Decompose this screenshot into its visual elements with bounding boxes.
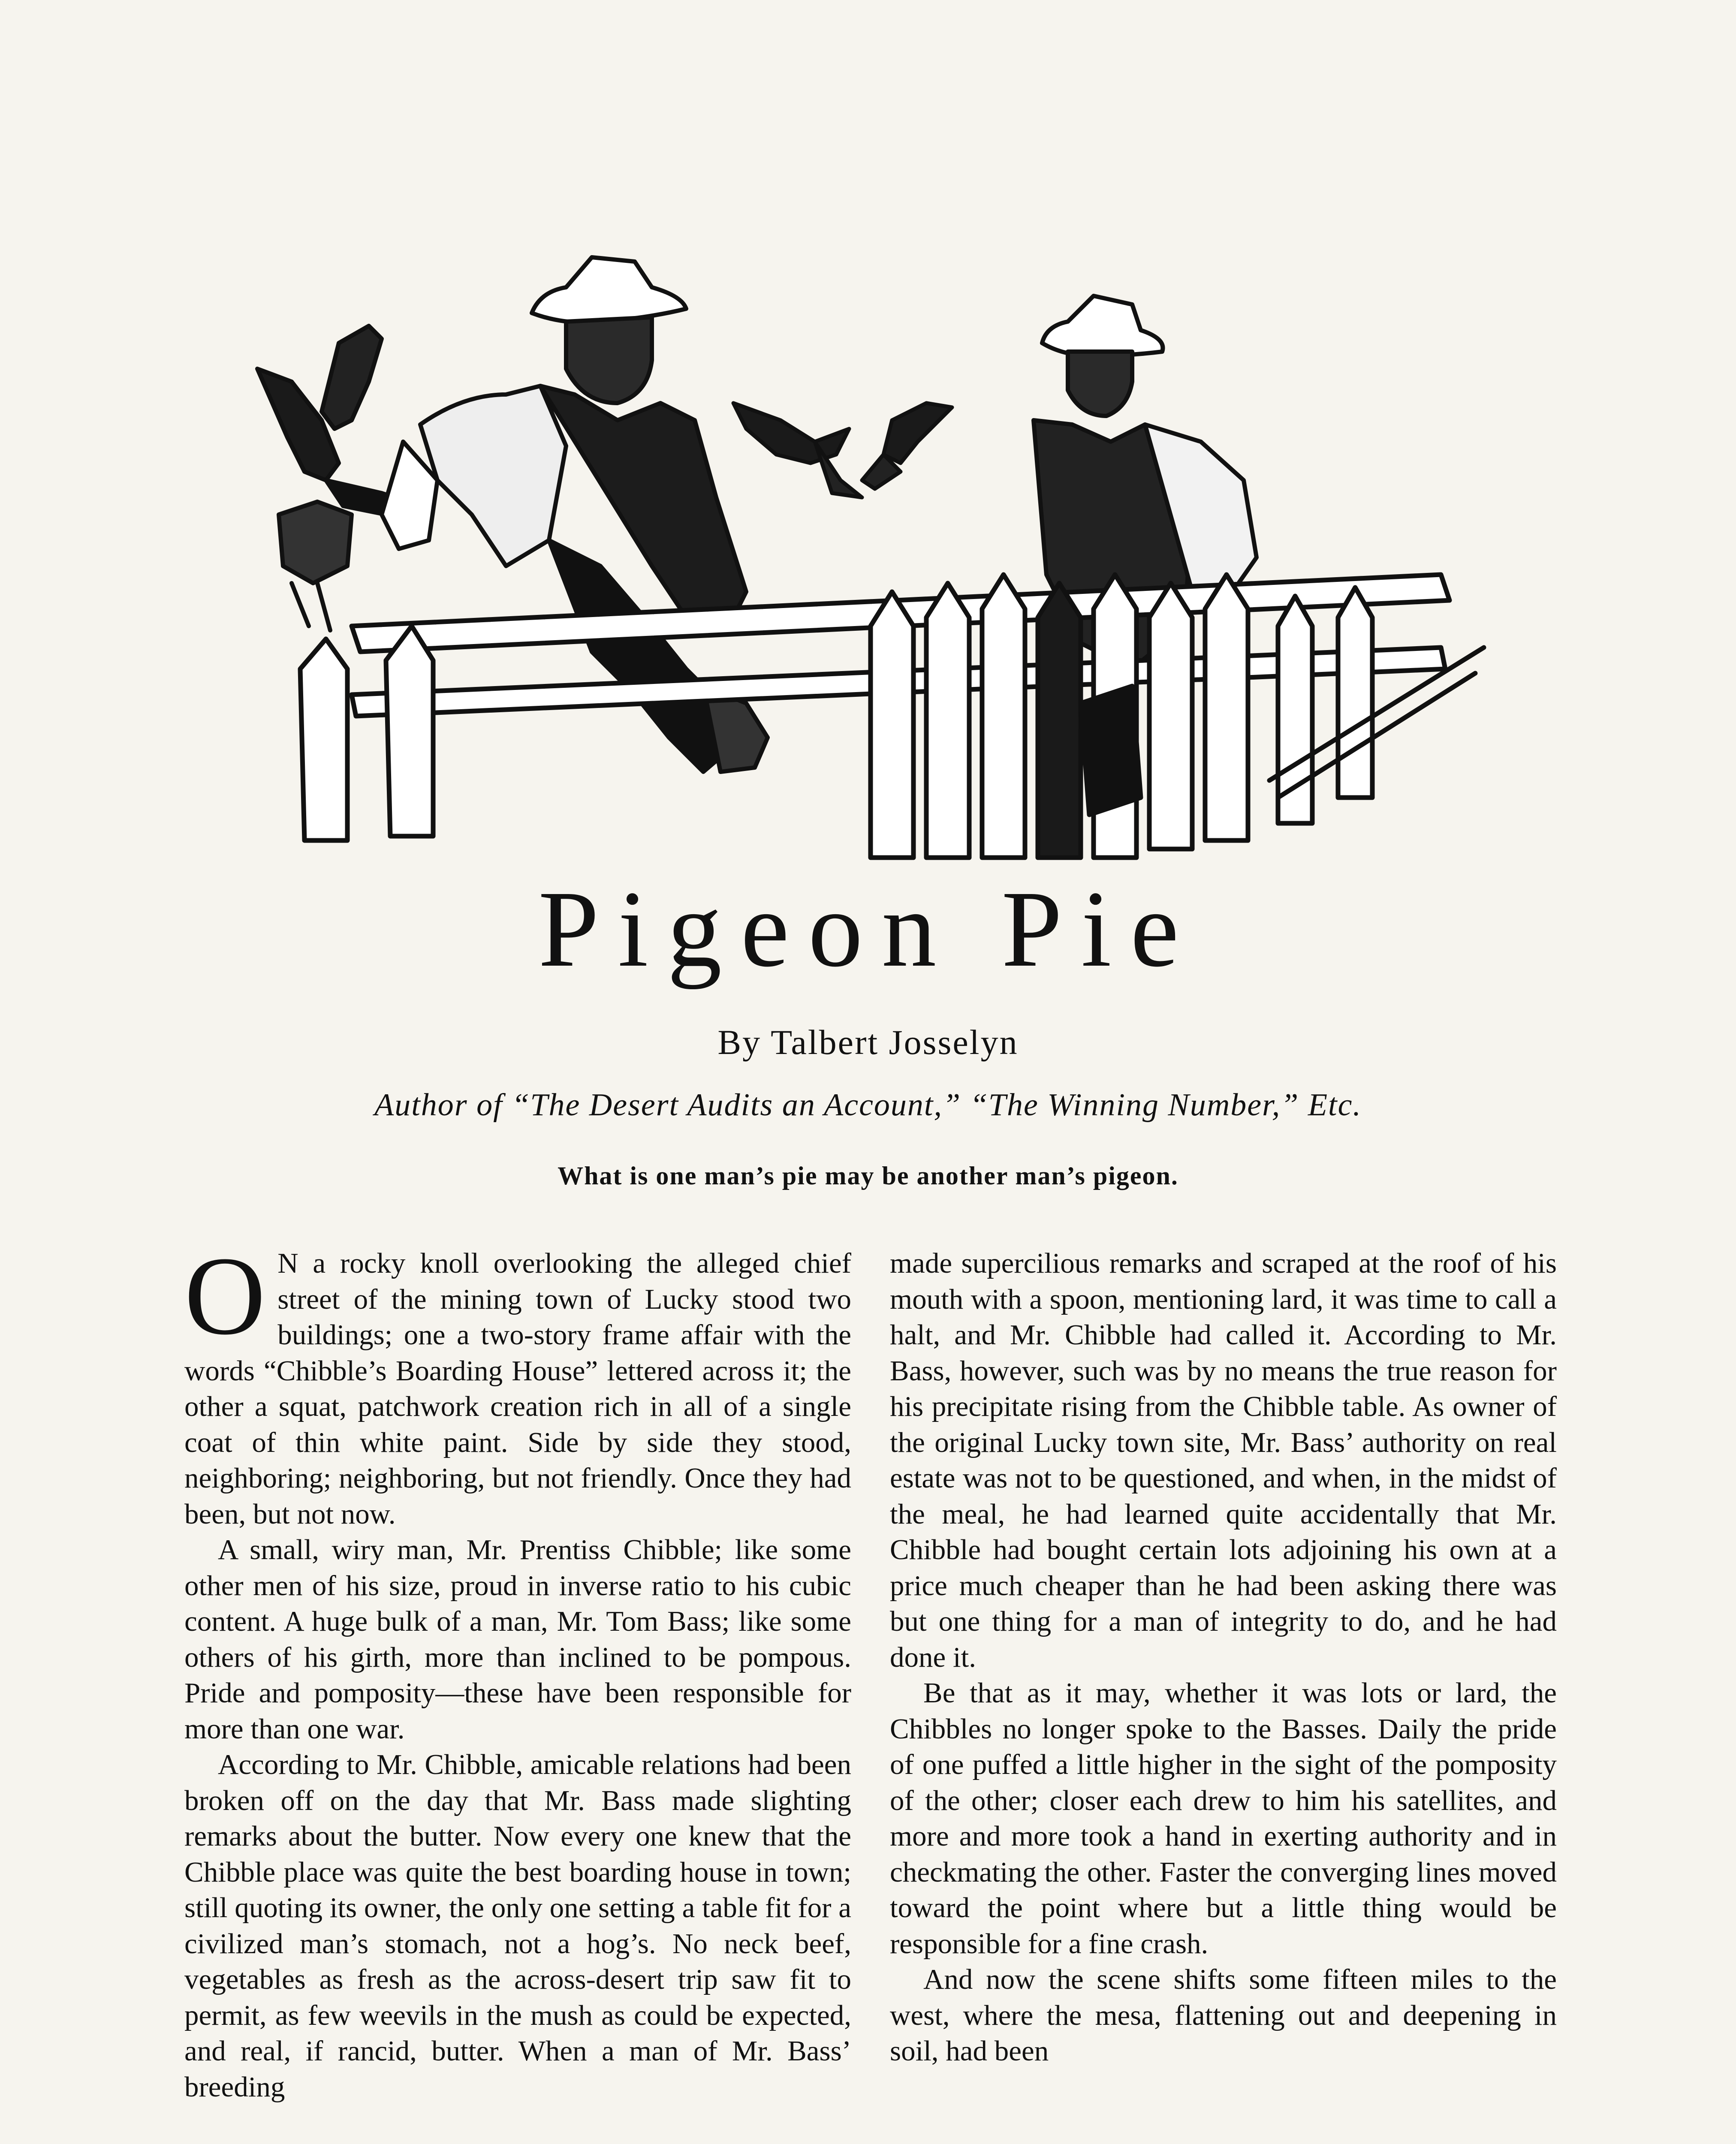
paragraph: made supercilious remarks and scraped at the roof of his mouth with a spoon, mentioning lard, it was time to call a halt, and Mr. Chibble had called it. According to Mr. Bass, however, such was by no means the true reason for his precipitate rising from the Chibble table. As owner of the original Lucky town site, Mr. Bass’ authority on real estate was not to be questioned, and when, in the midst of the meal, he had learned quite accidentally that Mr. Chibble had bought certain lots adjoining his own at a price much cheaper than he had been asking there was but one thing for a man of integrity to do, and he had done it. [890,1247,1557,1673]
flying-pigeon-2 [862,403,952,489]
paragraph: And now the scene shifts some fifteen miles to the west, where the mesa, flattening out and deepening in soil, had been [890,1963,1557,2067]
story-title: Pigeon Pie [538,869,1198,990]
author-credits: Author of “The Desert Audits an Account,” “The Winning Number,” Etc. [374,1087,1362,1123]
byline: By Talbert Josselyn [717,1023,1019,1062]
paragraph: A small, wiry man, Mr. Prentiss Chibble; like some other men of his size, proud in inverse ratio to his cubic content. A huge bulk of a man, Mr. Tom Bass; like some others of his girth, more than inclined to be pompous. Pride and pomposity—these have been responsible for more than one war. [184,1534,851,1745]
story-tagline: What is one man’s pie may be another man’s pigeon. [558,1162,1178,1190]
paragraph [184,1234,851,1532]
picket-fence [300,575,1484,858]
drop-cap: O [184,1234,266,1358]
left-pigeon [257,326,407,630]
paragraph-text: N a rocky knoll overlooking the alleged chief street of the mining town of Lucky stood two buildings; one a two-story frame affair with the words “Chibble’s Boarding House” lettered across it; the other a squat, patchwork creation rich in all of a single coat of thin white paint. Side by side they stood, neighboring; neighboring, but not friendly. Once they had been, but not now. [184,1247,851,1530]
flying-pigeon-1 [733,403,862,497]
illustration-drawing [240,240,1492,862]
paragraph: Be that as it may, whether it was lots or lard, the Chibbles no longer spoke to the Basses. Daily the pride of one puffed a little higher in the sight of the pomposity of the other; closer each drew to him his satellites, and more and more took a hand in exerting authority and in checkmating the other. Faster the converging lines moved toward the point where but a little thing would be responsible for a fine crash. [890,1677,1557,1960]
story-illustration [240,240,1492,862]
paragraph: According to Mr. Chibble, amicable relations had been broken off on the day that Mr. Bass made slighting remarks about the butter. Now every one knew that the Chibble place was quite the best boarding house in town; still quoting its owner, the only one setting a table fit for a civilized man’s stomach, not a hog’s. No neck beef, vegetables as fresh as the across-desert trip saw fit to permit, as few weevils in the mush as could be expected, and real, if rancid, butter. When a man of Mr. Bass’ breeding [184,1749,851,2103]
left-column [184,1234,851,2105]
right-column [890,1246,1557,2069]
